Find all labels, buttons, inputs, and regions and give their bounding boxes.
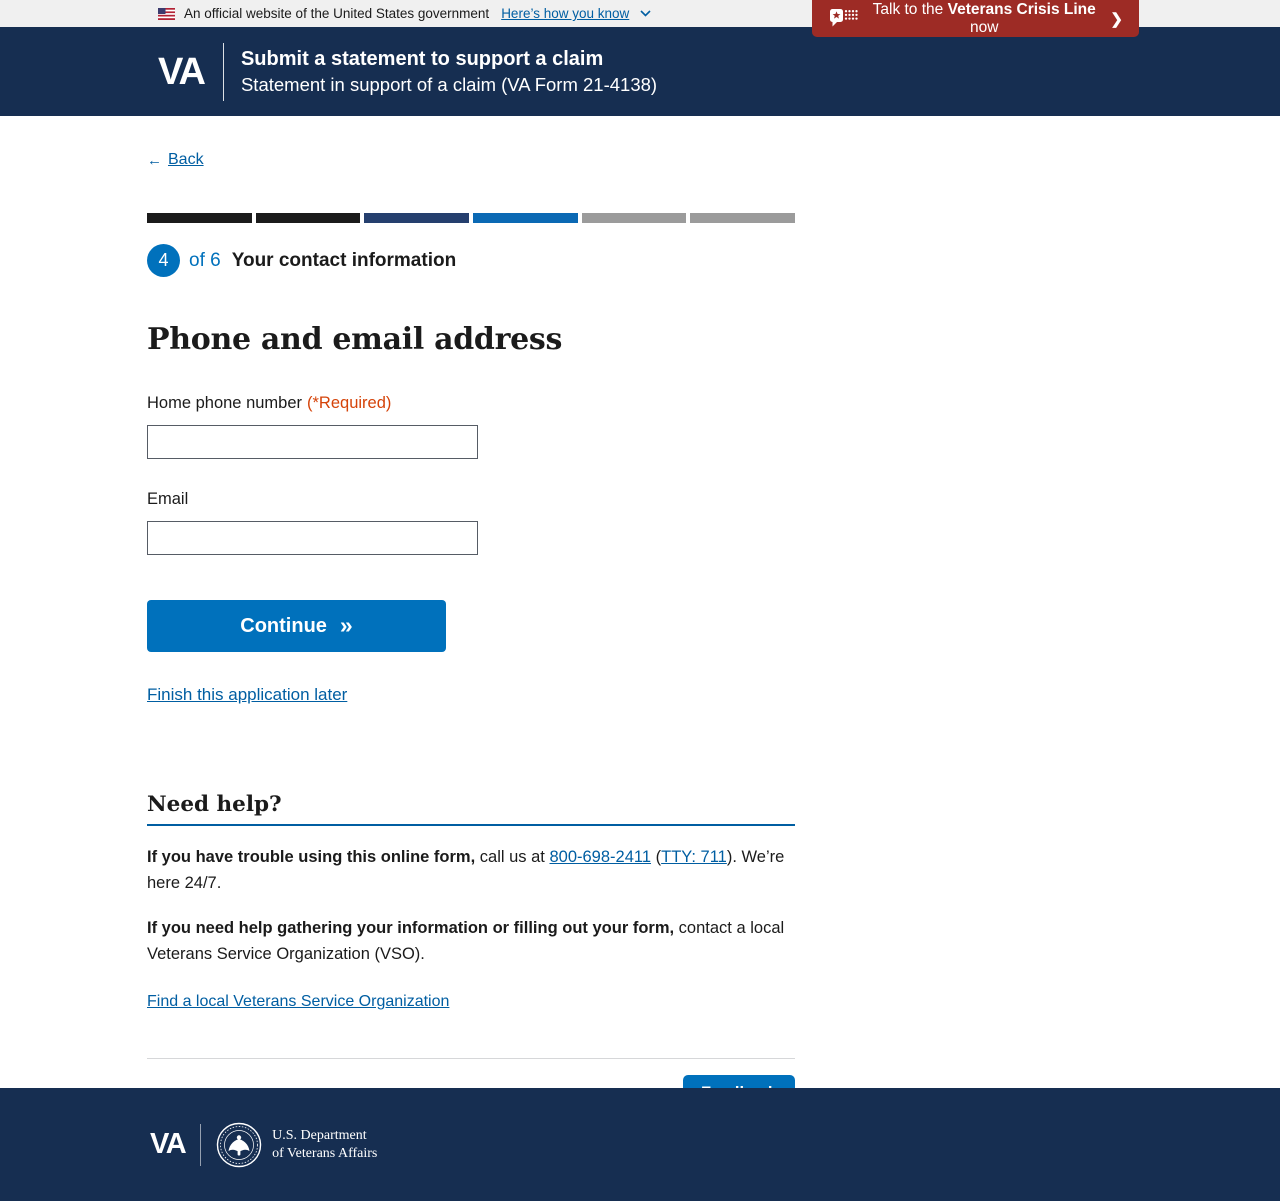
footer-va-logo[interactable]: VA bbox=[150, 1128, 186, 1160]
double-chevron-right-icon: » bbox=[339, 611, 353, 638]
official-banner-text: An official website of the United States government bbox=[184, 6, 490, 21]
home-phone-input[interactable] bbox=[147, 425, 478, 459]
form-subtitle: Statement in support of a claim (VA Form 21-4138) bbox=[240, 73, 658, 95]
progress-segment-1 bbox=[147, 213, 252, 223]
email-input[interactable] bbox=[147, 521, 478, 555]
phone-link[interactable]: 800-698-2411 bbox=[549, 848, 652, 866]
need-help-section bbox=[147, 792, 795, 1011]
help-paragraph-phone: If you have trouble using this online form, call us at 800-698-2411 (TTY: 711). We’re here 24/7. bbox=[147, 848, 785, 892]
veterans-crisis-line-button[interactable] bbox=[812, 0, 1139, 37]
va-logo[interactable]: VA bbox=[158, 50, 204, 93]
veterans-crisis-line-icon bbox=[830, 9, 858, 28]
va-seal-icon bbox=[216, 1122, 262, 1168]
tty-link[interactable]: TTY: 711 bbox=[661, 848, 727, 866]
step-indicator bbox=[147, 244, 795, 277]
continue-label: Continue bbox=[240, 614, 327, 637]
progress-segment-5 bbox=[582, 213, 687, 223]
site-header bbox=[0, 27, 1280, 116]
finish-later-link[interactable]: Finish this application later bbox=[147, 685, 348, 704]
chevron-down-icon[interactable] bbox=[640, 10, 651, 17]
step-title: Your contact information bbox=[231, 249, 457, 271]
required-flag: (*Required) bbox=[307, 394, 392, 412]
vso-link-row bbox=[147, 993, 795, 1011]
header-titles bbox=[241, 46, 657, 98]
step-of-label: of 6 bbox=[189, 249, 221, 271]
home-phone-label: Home phone number (*Required) bbox=[147, 394, 392, 412]
help-paragraph-vso: If you need help gathering your information or filling out your form, contact a local Veterans Service Organization (VSO). bbox=[147, 918, 785, 963]
heres-how-you-know-link[interactable]: Here’s how you know bbox=[501, 6, 630, 21]
page-title: Phone and email address bbox=[147, 322, 563, 357]
progress-segment-6 bbox=[690, 213, 795, 223]
us-flag-icon bbox=[158, 8, 175, 20]
email-label: Email bbox=[147, 490, 189, 508]
back-row bbox=[147, 151, 795, 169]
site-footer bbox=[0, 1088, 1280, 1201]
form-title: Submit a statement to support a claim bbox=[240, 47, 604, 70]
continue-button[interactable] bbox=[147, 600, 446, 652]
header-divider bbox=[223, 43, 224, 101]
step-number-badge: 4 bbox=[147, 244, 180, 277]
bottom-divider bbox=[147, 1058, 795, 1059]
progress-segment-2 bbox=[256, 213, 361, 223]
find-vso-link[interactable]: Find a local Veterans Service Organization bbox=[147, 992, 450, 1010]
footer-dept-text: U.S. Department of Veterans Affairs bbox=[272, 1128, 378, 1161]
left-arrow-icon: ← bbox=[147, 151, 162, 169]
footer-divider bbox=[200, 1124, 201, 1166]
progress-segment-4 bbox=[473, 213, 578, 223]
progress-bar bbox=[147, 213, 795, 223]
crisis-line-label: Talk to the Veterans Crisis Line now bbox=[872, 0, 1096, 36]
main-content bbox=[147, 151, 795, 1112]
back-link[interactable]: Back bbox=[168, 151, 204, 168]
chevron-right-icon: ❯ bbox=[1110, 10, 1123, 28]
progress-segment-3 bbox=[364, 213, 469, 223]
need-help-heading: Need help? bbox=[147, 792, 795, 826]
